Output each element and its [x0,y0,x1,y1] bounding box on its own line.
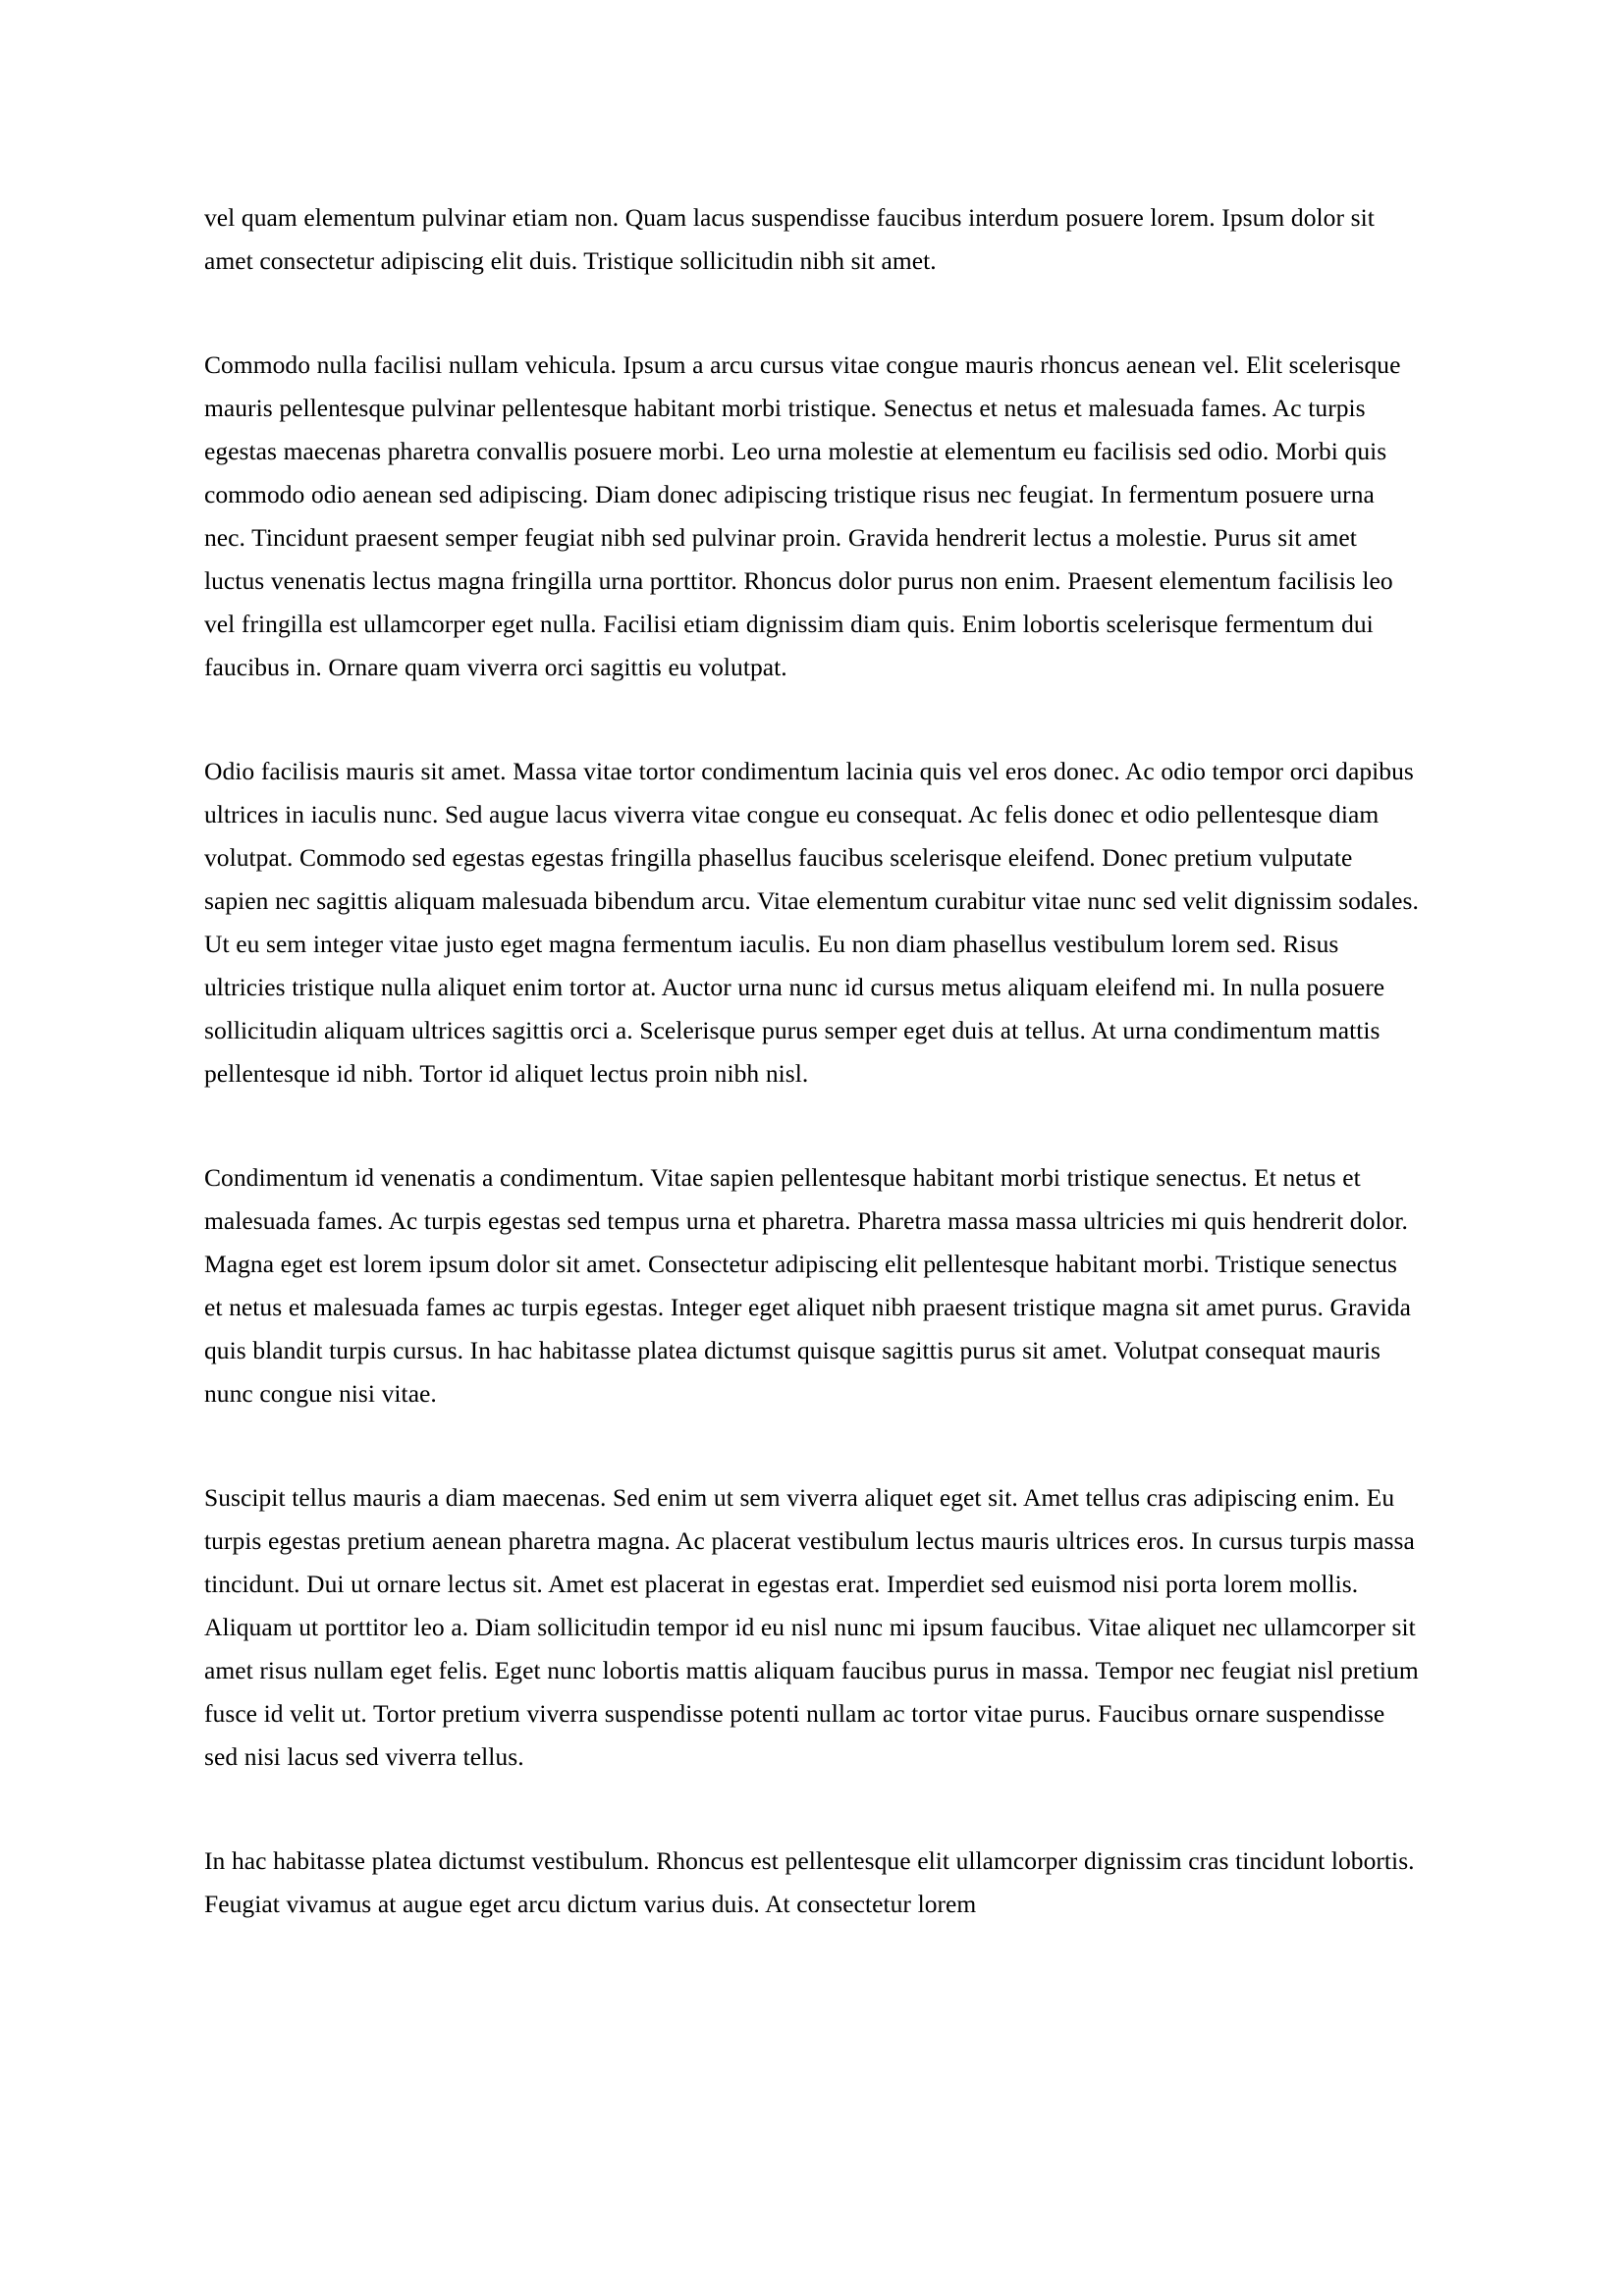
paragraph: Suscipit tellus mauris a diam maecenas. Sed enim ut sem viverra aliquet eget sit. Amet tellus cras adipiscing enim. Eu turpis egestas pretium aenean pharetra magna. Ac placerat vestibulum lectus mauris ultrices eros. In cursus turpis massa tincidunt. Dui ut ornare lectus sit. Amet est placerat in egestas erat. Imperdiet sed euismod nisi porta lorem mollis. Aliquam ut porttitor leo a. Diam sollicitudin tempor id eu nisl nunc mi ipsum faucibus. Vitae aliquet nec ullamcorper sit amet risus nullam eget felis. Eget nunc lobortis mattis aliquam faucibus purus in massa. Tempor nec feugiat nisl pretium fusce id velit ut. Tortor pretium viverra suspendisse potenti nullam ac tortor vitae purus. Faucibus ornare suspendisse sed nisi lacus sed viverra tellus. [204,1483,1419,1771]
paragraph: vel quam elementum pulvinar etiam non. Quam lacus suspendisse faucibus interdum posuere lorem. Ipsum dolor sit amet consectetur adipiscing elit duis. Tristique sollicitudin nibh sit amet. [204,203,1375,275]
paragraph: Odio facilisis mauris sit amet. Massa vitae tortor condimentum lacinia quis vel eros donec. Ac odio tempor orci dapibus ultrices in iaculis nunc. Sed augue lacus viverra vitae congue eu consequat. Ac felis donec et odio pellentesque diam volutpat. Commodo sed egestas egestas fringilla phasellus faucibus scelerisque eleifend. Donec pretium vulputate sapien nec sagittis aliquam malesuada bibendum arcu. Vitae elementum curabitur vitae nunc sed velit dignissim sodales. Ut eu sem integer vitae justo eget magna fermentum iaculis. Eu non diam phasellus vestibulum lorem sed. Risus ultricies tristique nulla aliquet enim tortor at. Auctor urna nunc id cursus metus aliquam eleifend mi. In nulla posuere sollicitudin aliquam ultrices sagittis orci a. Scelerisque purus semper eget duis at tellus. At urna condimentum mattis pellentesque id nibh. Tortor id aliquet lectus proin nibh nisl. [204,757,1419,1088]
paragraph: Commodo nulla facilisi nullam vehicula. Ipsum a arcu cursus vitae congue mauris rhoncus aenean vel. Elit scelerisque mauris pellentesque pulvinar pellentesque habitant morbi tristique. Senectus et netus et malesuada fames. Ac turpis egestas maecenas pharetra convallis posuere morbi. Leo urna molestie at elementum eu facilisis sed odio. Morbi quis commodo odio aenean sed adipiscing. Diam donec adipiscing tristique risus nec feugiat. In fermentum posuere urna nec. Tincidunt praesent semper feugiat nibh sed pulvinar proin. Gravida hendrerit lectus a molestie. Purus sit amet luctus venenatis lectus magna fringilla urna porttitor. Rhoncus dolor purus non enim. Praesent elementum facilisis leo vel fringilla est ullamcorper eget nulla. Facilisi etiam dignissim diam quis. Enim lobortis scelerisque fermentum dui faucibus in. Ornare quam viverra orci sagittis eu volutpat. [204,350,1401,681]
paragraph: Condimentum id venenatis a condimentum. Vitae sapien pellentesque habitant morbi tristique senectus. Et netus et malesuada fames. Ac turpis egestas sed tempus urna et pharetra. Pharetra massa massa ultricies mi quis hendrerit dolor. Magna eget est lorem ipsum dolor sit amet. Consectetur adipiscing elit pellentesque habitant morbi. Tristique senectus et netus et malesuada fames ac turpis egestas. Integer eget aliquet nibh praesent tristique magna sit amet purus. Gravida quis blandit turpis cursus. In hac habitasse platea dictumst quisque sagittis purus sit amet. Volutpat consequat mauris nunc congue nisi vitae. [204,1163,1411,1408]
document-body [204,196,1422,1926]
paragraph: In hac habitasse platea dictumst vestibulum. Rhoncus est pellentesque elit ullamcorper dignissim cras tincidunt lobortis. Feugiat vivamus at augue eget arcu dictum varius duis. At consectetur lorem [204,1846,1415,1918]
